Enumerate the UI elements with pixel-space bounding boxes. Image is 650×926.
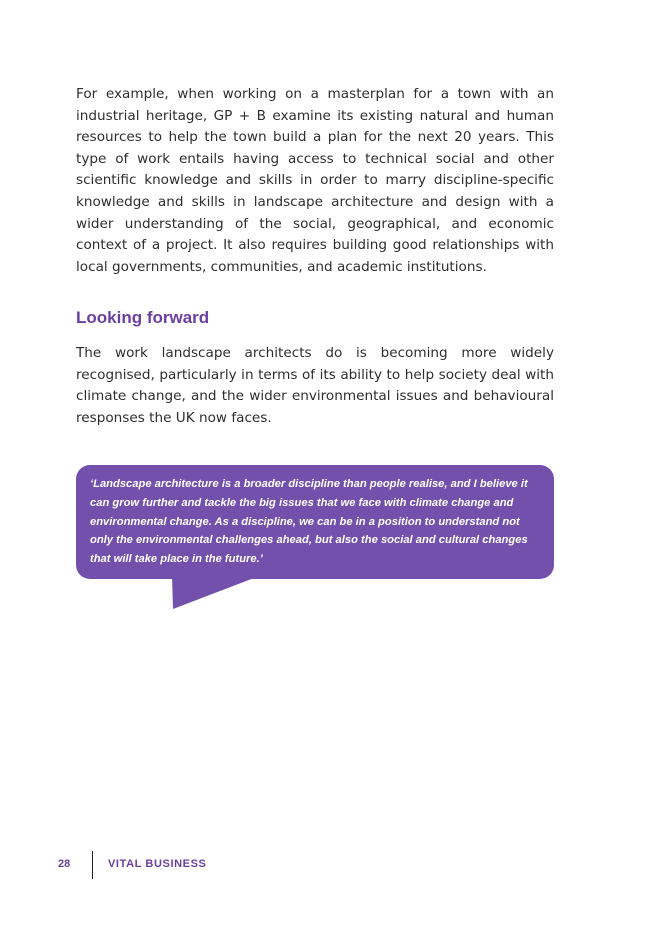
footer-divider: [92, 851, 93, 879]
section-heading: Looking forward: [76, 308, 210, 327]
body-paragraph-1: For example, when working on a masterplan for a town with an industrial heritage, GP + B examine its existing natural and human resources to help the town build a plan for the next 20 years. This type of work entails having access to technical social and other scientific knowledge and skills in order to marry discipline-specific knowledge and skills in landscape architecture and design with a wider understanding of the social, geographical, and economic context of a project. It also requires building good relationships with local governments, communities, and academic institutions.: [76, 86, 554, 275]
quote-bubble: [76, 465, 554, 579]
quote-text: ‘Landscape architecture is a broader discipline than people realise, and I believe it can grow further and tackle the big issues that we face with climate change and environmental change. As a discipline, we can be in a position to understand not only the environmental challenges ahead, but also the social and cultural changes that will take place in the future.’: [90, 478, 528, 566]
body-paragraph-2: The work landscape architects do is becoming more widely recognised, particularly in terms of its ability to help society deal with climate change, and the wider environmental issues and behavioural responses the UK now faces.: [76, 345, 554, 426]
footer-title: VITAL BUSINESS: [108, 858, 207, 870]
speech-bubble-tail-icon: [170, 575, 270, 611]
page-number: 28: [58, 858, 71, 870]
